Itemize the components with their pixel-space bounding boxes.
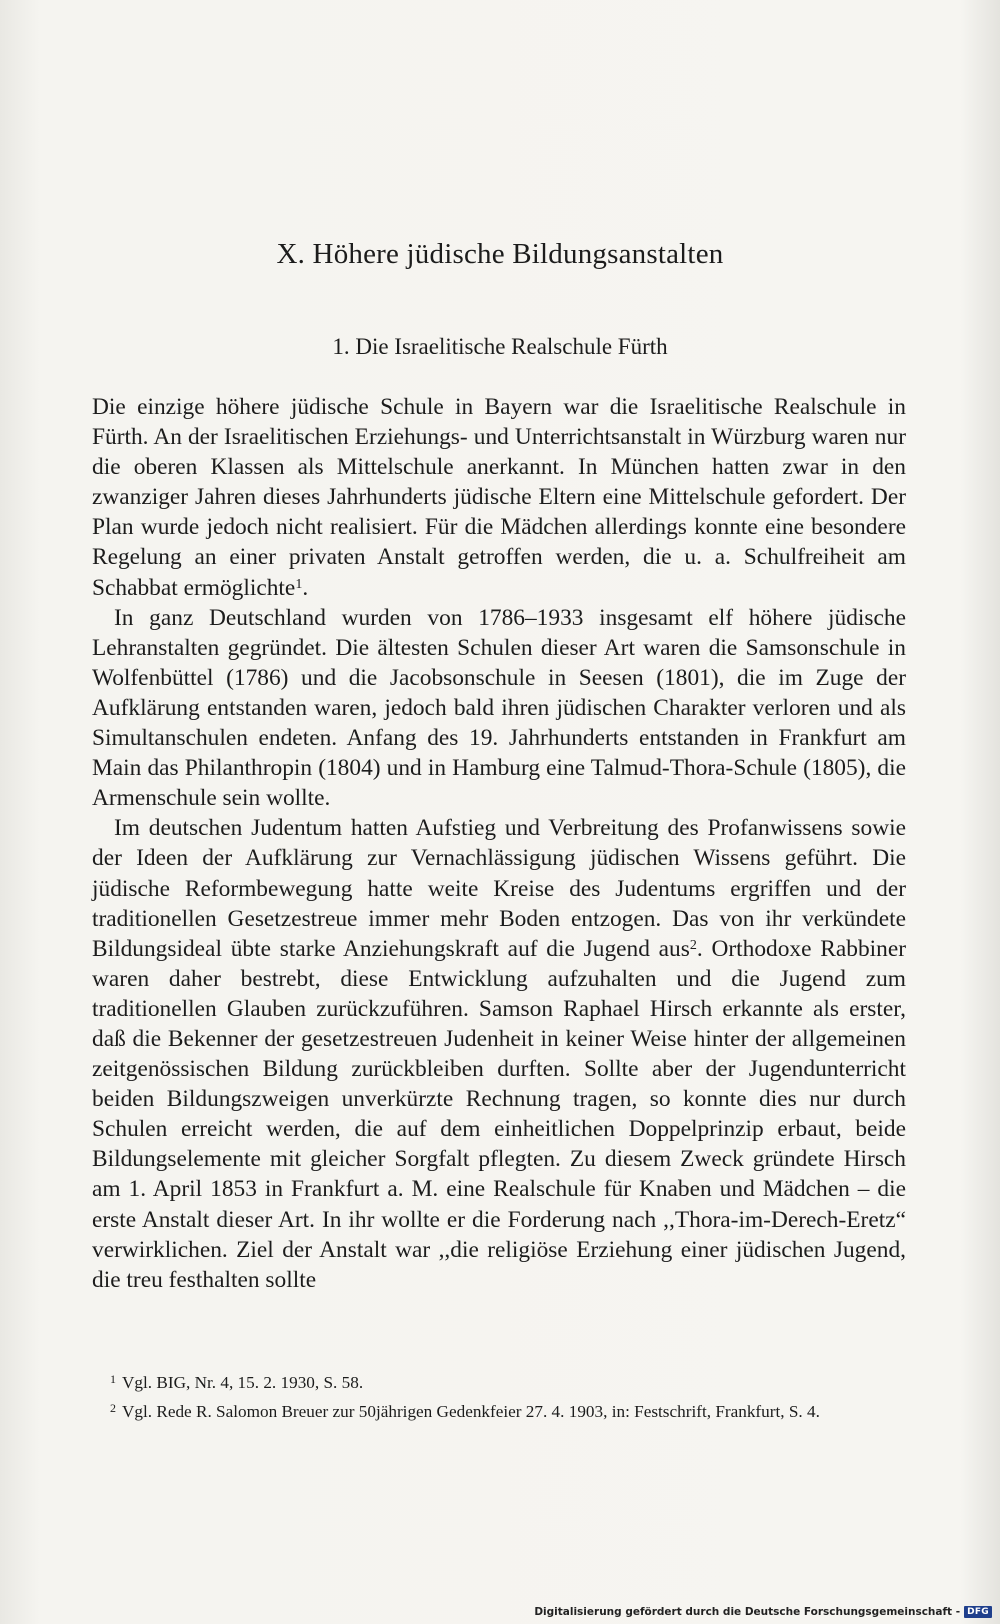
paragraph-1: Die einzige höhere jüdische Schule in Bayern war die Israelitische Realschule in Fürth. An der Israelitischen Erziehungs- und Unterrichtsanstalt in Würzburg waren nur die oberen Klassen als Mittelschule anerkannt. In München hatten zwar in den zwanziger Jahren dieses Jahrhunderts jüdische Eltern eine Mittelschule gefordert. Der Plan wurde jedoch nicht realisiert. Für die Mädchen allerdings konnte eine besondere Regelung an einer privaten Anstalt getroffen werden, die u. a. Schulfreiheit am Schabbat ermöglichte$^1$.: [92, 394, 906, 601]
paragraph-2: In ganz Deutschland wurden von 1786–1933 insgesamt elf höhere jüdische Lehranstalten gegründet. Die ältesten Schulen dieser Art waren die Samsonschule in Wolfenbüttel (1786) und die Jacobsonschule in Seesen (1801), die im Zuge der Aufklärung entstanden waren, jedoch bald ihren jüdischen Charakter verloren und als Simultanschulen endeten. Anfang des 19. Jahrhunderts entstanden in Frankfurt am Main das Philanthropin (1804) und in Hamburg eine Talmud-Thora-Schule (1805), die Armenschule sein wollte.: [92, 604, 906, 812]
footnotes: [92, 1367, 906, 1424]
section-title: 1. Die Israelitische Realschule Fürth: [332, 334, 668, 359]
digitization-credit: [534, 1606, 992, 1618]
footnote-2-number: 2: [110, 1400, 116, 1415]
paragraph-3-text-a: Im deutschen Judentum hatten Aufstieg und Verbreitung des Profanwissens sowie der Ideen der Aufklärung zur Vernachlässigung jüdischen Wissens geführt. Die jüdische Reformbewegung hatte weite Kreise des Judentums ergriffen und der traditionellen Gesetzestreue immer mehr Boden entzogen. Das von ihr verkündete Bildungsideal übte starke Anziehungskraft auf die Jugend aus: [92, 815, 906, 962]
footnote-2: [92, 1396, 906, 1425]
footnote-1-text: Vgl. BIG, Nr. 4, 15. 2. 1930, S. 58.: [122, 1373, 364, 1392]
body-text: [92, 392, 906, 1295]
credit-text: Digitalisierung gefördert durch die Deutsche Forschungsgemeinschaft -: [534, 1606, 961, 1618]
chapter-title: X. Höhere jüdische Bildungsanstalten: [276, 238, 724, 270]
paragraph-3: [92, 813, 906, 1295]
footnote-1: [92, 1367, 906, 1396]
footnote-ref-2: 2: [689, 937, 697, 953]
footnote-ref-1: 1: [295, 576, 303, 592]
footnote-2-text: Vgl. Rede R. Salomon Breuer zur 50jährigen Gedenkfeier 27. 4. 1903, in: Festschrift, Frankfurt, S. 4.: [122, 1401, 820, 1421]
footnote-1-number: 1: [110, 1372, 116, 1386]
dfg-logo: DFG: [964, 1606, 992, 1618]
paragraph-3-text-b: . Orthodoxe Rabbiner waren daher bestrebt, diese Entwicklung aufzuhalten und die Jugend zum traditionellen Glauben zurückzuführen. Samson Raphael Hirsch erkannte als erster, daß die Bekenner der gesetzestreuen Judenheit in keiner Weise hinter der allgemeinen zeitgenössischen Bildung zurückbleiben durften. Sollte aber der Jugendunterricht beiden Bildungszweigen unverkürzte Rechnung tragen, so konnte dies nur durch Schulen erreicht werden, die auf dem einheitlichen Doppelprinzip erbaut, beide Bildungselemente mit gleicher Sorgfalt pflegten. Zu diesem Zweck gründete Hirsch am 1. April 1853 in Frankfurt a. M. eine Realschule für Knaben und Mädchen – die erste Anstalt dieser Art. In ihr wollte er die Forderung nach ,,Thora-im-Derech-Eretz“ verwirklichen. Ziel der Anstalt war ,,die religiöse Erziehung einer jüdischen Jugend, die treu festhalten sollte: [92, 935, 906, 1293]
paragraph-1-text: Die einzige höhere jüdische Schule in Bayern war die Israelitische Realschule in Fürth. An der Israelitischen Erziehungs- und Unterrichtsanstalt in Würzburg waren nur die oberen Klassen als Mittelschule anerkannt. In München hatten zwar in den zwanziger Jahren dieses Jahrhunderts jüdische Eltern eine Mittelschule gefordert. Der Plan wurde jedoch nicht realisiert. Für die Mädchen allerdings konnte eine besondere Regelung an einer privaten Anstalt getroffen werden, die u. a. Schulfreiheit am Schabbat ermöglichte: [92, 394, 906, 601]
